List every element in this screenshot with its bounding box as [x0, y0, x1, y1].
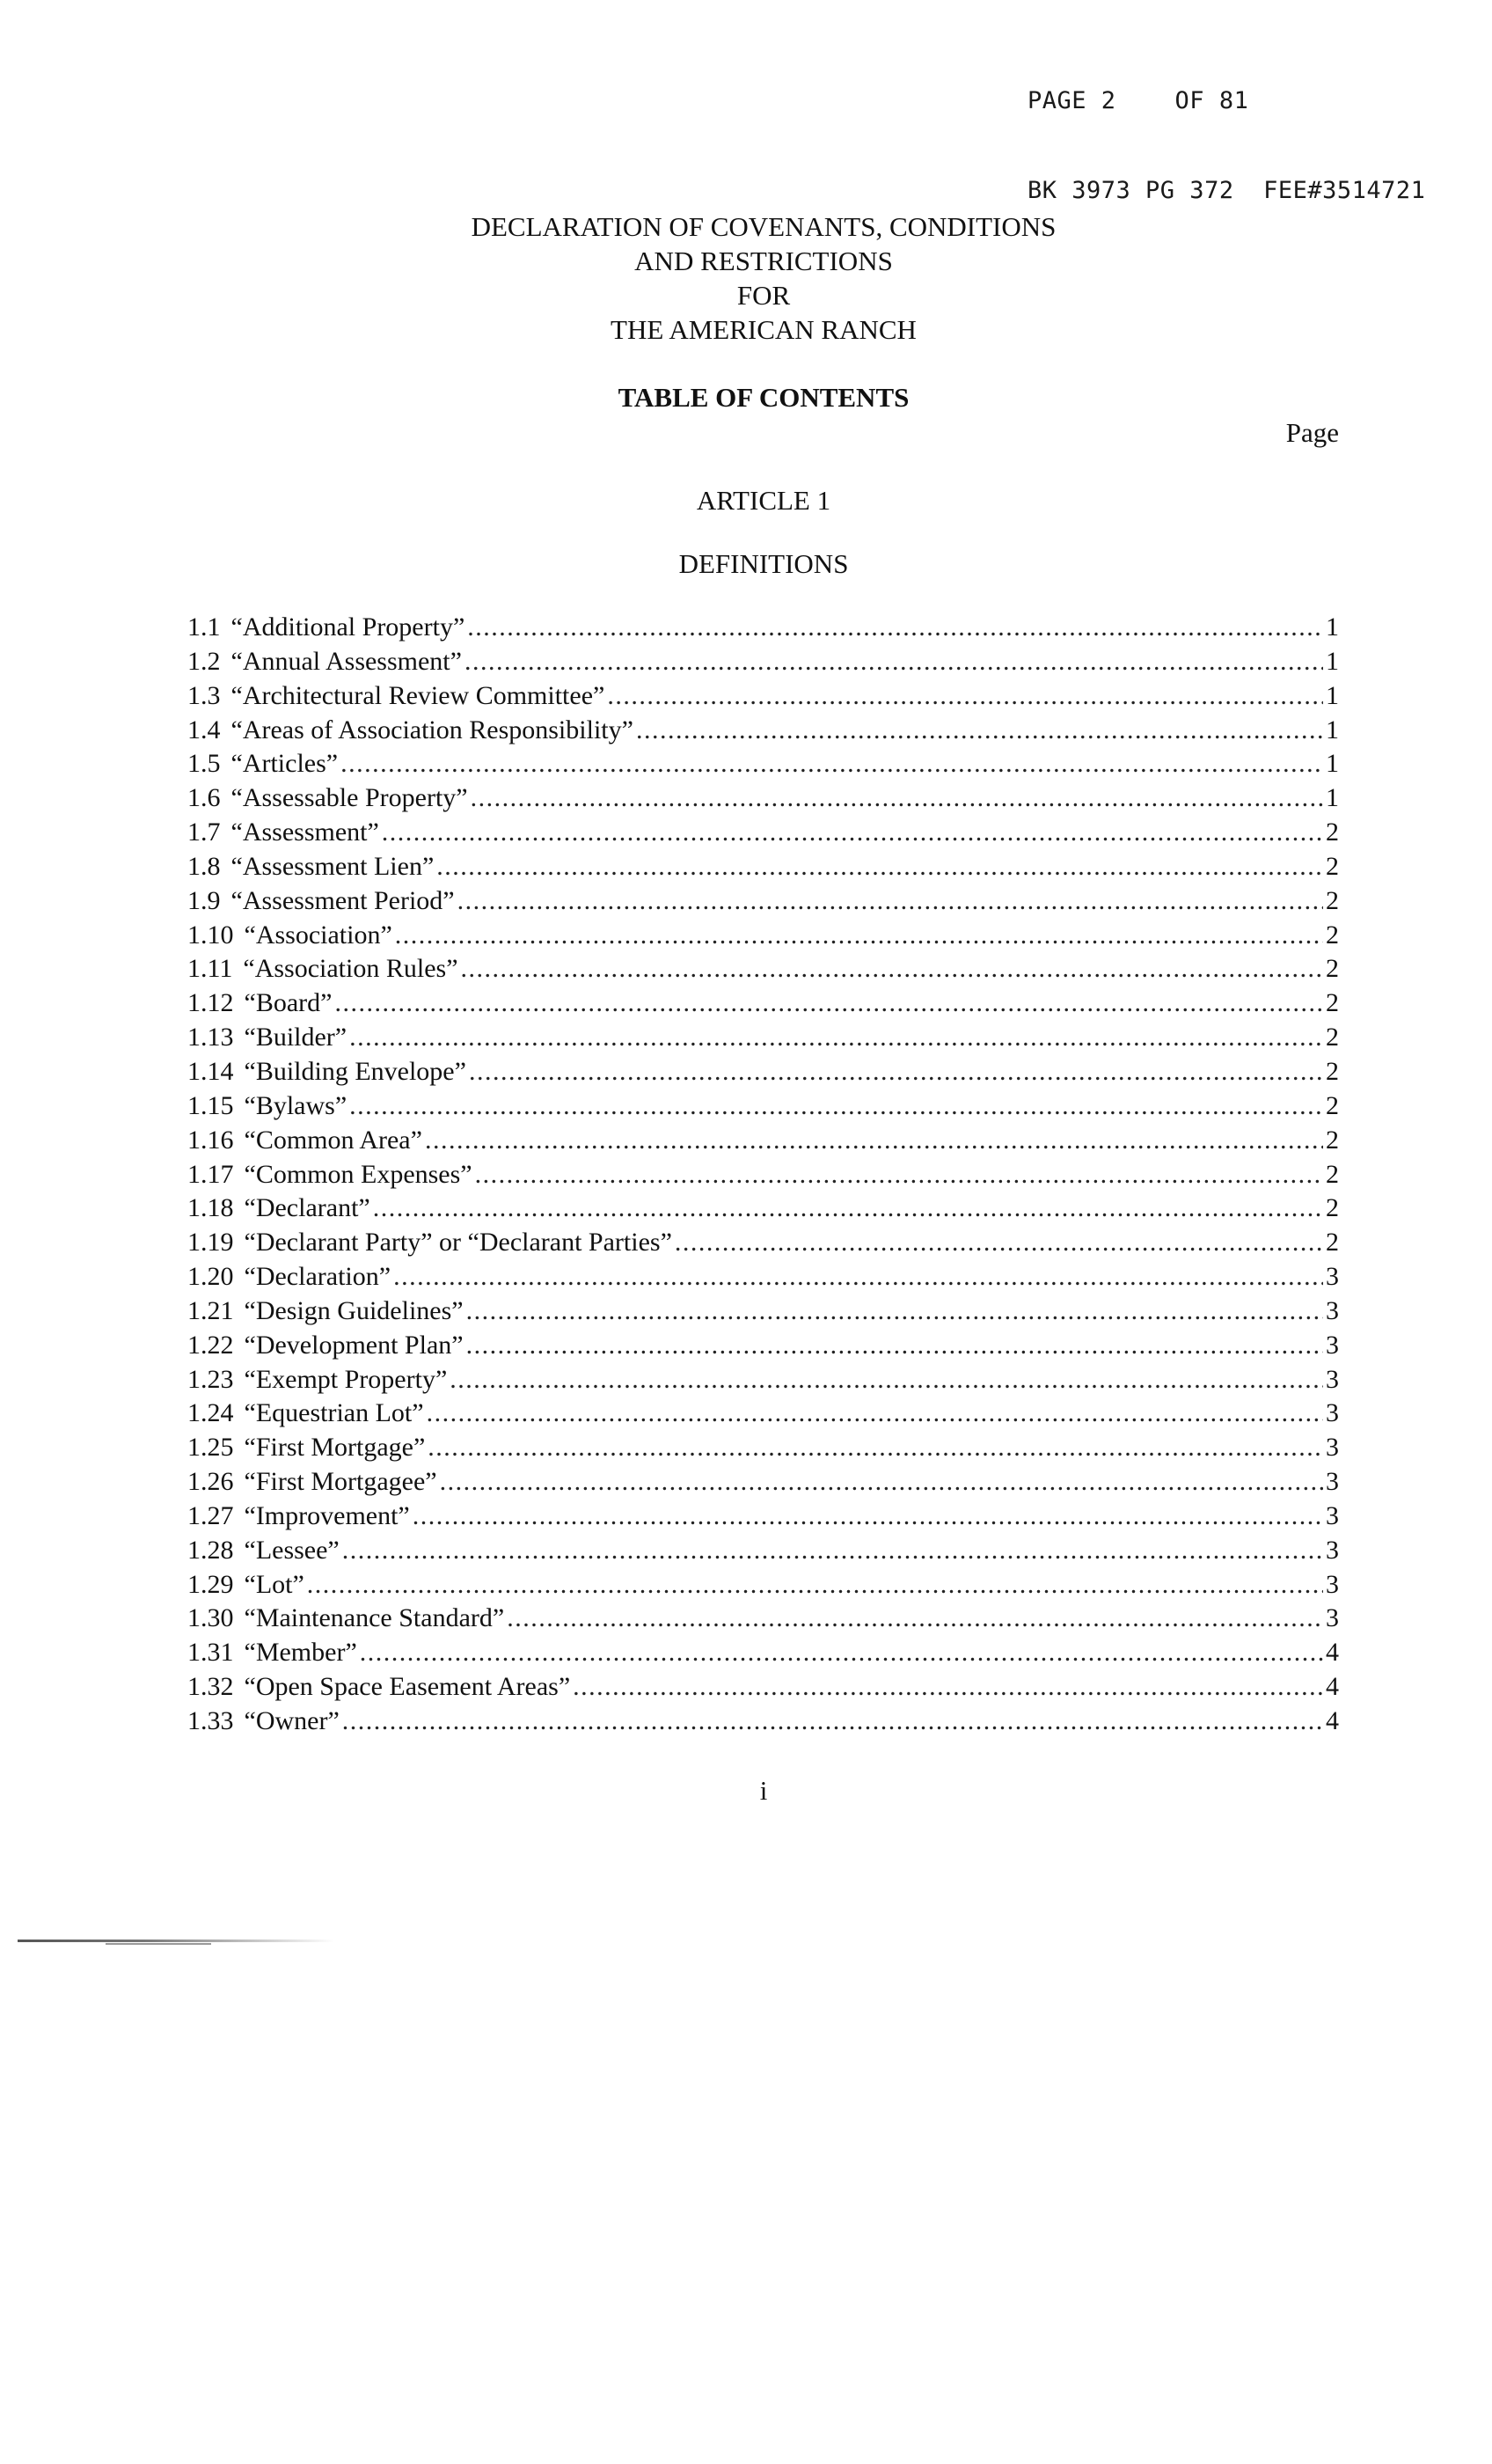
toc-entry-number: 1.7: [187, 818, 221, 847]
toc-entry-page: 2: [1326, 1228, 1339, 1258]
toc-entry-page: 1: [1326, 783, 1339, 813]
toc-entry-page: 2: [1326, 851, 1339, 881]
page-column-label: Page: [1285, 417, 1339, 448]
page-folio: i: [759, 1775, 768, 1806]
toc-entry-label: “Building Envelope”: [244, 1056, 466, 1086]
toc-dot-leader: [466, 1294, 1323, 1329]
toc-entry-page: 3: [1326, 1433, 1339, 1463]
toc-entry: [187, 884, 1339, 919]
toc-entry-label: “Board”: [244, 988, 333, 1018]
toc-entry: [187, 919, 1339, 953]
toc-dot-leader: [360, 1636, 1323, 1670]
title-line-1: DECLARATION OF COVENANTS, CONDITIONS: [471, 211, 1057, 242]
toc-entry-number: 1.1: [187, 612, 221, 642]
toc-entry-label: “Owner”: [244, 1706, 340, 1735]
toc-entry-page: 3: [1326, 1603, 1339, 1633]
toc-dot-leader: [373, 1192, 1323, 1226]
toc-entry-page: 2: [1326, 1056, 1339, 1086]
toc-entry-number: 1.16: [187, 1125, 234, 1155]
toc-entry-number: 1.25: [187, 1433, 234, 1463]
document-title: [0, 209, 1492, 347]
toc-entry-page: 2: [1326, 818, 1339, 847]
toc-entry-number: 1.11: [187, 954, 233, 984]
toc-entry-number: 1.28: [187, 1535, 234, 1565]
toc-dot-leader: [307, 1568, 1323, 1602]
toc-entry-label: “Assessment Period”: [230, 885, 455, 915]
toc-entry-number: 1.9: [187, 885, 221, 915]
toc-entry-page: 2: [1326, 1193, 1339, 1223]
toc-dot-leader: [466, 1329, 1323, 1363]
toc-entry-number: 1.20: [187, 1262, 234, 1292]
toc-dot-leader: [450, 1363, 1323, 1397]
toc-entry: [187, 816, 1339, 850]
toc-entry: [187, 1397, 1339, 1431]
toc-list: [187, 611, 1339, 1739]
toc-entry-label: “Assessment”: [230, 818, 379, 847]
toc-entry: [187, 747, 1339, 781]
toc-entry-label: “Improvement”: [244, 1500, 410, 1530]
toc-entry-number: 1.12: [187, 988, 234, 1018]
scan-artifact-line: [106, 1943, 211, 1945]
toc-entry-number: 1.8: [187, 851, 221, 881]
toc-entry-label: “Bylaws”: [244, 1090, 347, 1120]
toc-entry-page: 1: [1326, 612, 1339, 642]
toc-entry-page: 1: [1326, 646, 1339, 676]
toc-entry-label: “Association”: [244, 920, 392, 950]
toc-entry-page: 2: [1326, 988, 1339, 1018]
toc-entry: [187, 1294, 1339, 1329]
toc-entry: [187, 1670, 1339, 1705]
toc-entry-page: 3: [1326, 1569, 1339, 1599]
toc-heading: TABLE OF CONTENTS: [618, 382, 910, 413]
toc-entry-page: 1: [1326, 680, 1339, 710]
toc-entry-label: “Open Space Easement Areas”: [244, 1672, 571, 1702]
toc-entry-number: 1.24: [187, 1398, 234, 1428]
toc-entry-number: 1.32: [187, 1672, 234, 1702]
toc-dot-leader: [349, 1089, 1323, 1124]
toc-entry: [187, 611, 1339, 645]
toc-dot-leader: [427, 1397, 1323, 1431]
toc-entry: [187, 986, 1339, 1021]
toc-dot-leader: [675, 1226, 1323, 1260]
toc-entry-label: “Lot”: [244, 1569, 304, 1599]
toc-dot-leader: [457, 884, 1323, 919]
toc-entry-page: 2: [1326, 954, 1339, 984]
toc-dot-leader: [428, 1431, 1323, 1465]
toc-entry-label: “Builder”: [244, 1023, 347, 1052]
toc-entry-label: “Exempt Property”: [244, 1364, 448, 1394]
toc-entry-page: 4: [1326, 1638, 1339, 1668]
article-number: ARTICLE 1: [696, 485, 831, 516]
toc-entry-number: 1.17: [187, 1159, 234, 1189]
toc-entry-number: 1.30: [187, 1603, 234, 1633]
toc-entry-label: “Common Area”: [244, 1125, 422, 1155]
toc-entry-number: 1.29: [187, 1569, 234, 1599]
toc-dot-leader: [340, 747, 1323, 781]
toc-entry-number: 1.23: [187, 1364, 234, 1394]
toc-entry-label: “Architectural Review Committee”: [230, 680, 605, 710]
toc-dot-leader: [342, 1534, 1323, 1568]
toc-entry: [187, 1568, 1339, 1602]
toc-entry-label: “Areas of Association Responsibility”: [230, 715, 633, 744]
toc-entry-page: 3: [1326, 1330, 1339, 1360]
toc-entry-number: 1.27: [187, 1500, 234, 1530]
toc-entry: [187, 679, 1339, 714]
toc-dot-leader: [467, 611, 1323, 645]
toc-entry-number: 1.18: [187, 1193, 234, 1223]
toc-entry: [187, 714, 1339, 748]
toc-entry: [187, 952, 1339, 986]
toc-entry-label: “Articles”: [230, 749, 339, 779]
toc-entry-label: “Association Rules”: [243, 954, 458, 984]
toc-entry-page: 4: [1326, 1672, 1339, 1702]
toc-entry-number: 1.2: [187, 646, 221, 676]
toc-entry-page: 2: [1326, 1125, 1339, 1155]
toc-entry-number: 1.22: [187, 1330, 234, 1360]
toc-entry-number: 1.3: [187, 680, 221, 710]
toc-dot-leader: [471, 781, 1323, 816]
toc-entry-number: 1.31: [187, 1638, 234, 1668]
toc-dot-leader: [425, 1124, 1323, 1158]
toc-entry-number: 1.13: [187, 1023, 234, 1052]
toc-entry: [187, 1465, 1339, 1500]
toc-entry-label: “Declarant Party” or “Declarant Parties”: [244, 1228, 672, 1258]
toc-dot-leader: [573, 1670, 1323, 1705]
toc-entry: [187, 1260, 1339, 1294]
toc-entry-label: “Lessee”: [244, 1535, 340, 1565]
toc-dot-leader: [607, 679, 1323, 714]
toc-entry-number: 1.19: [187, 1228, 234, 1258]
toc-dot-leader: [393, 1260, 1323, 1294]
toc-entry-page: 3: [1326, 1398, 1339, 1428]
toc-entry-label: “Maintenance Standard”: [244, 1603, 505, 1633]
toc-entry-page: 3: [1326, 1500, 1339, 1530]
toc-dot-leader: [349, 1021, 1323, 1055]
toc-entry-number: 1.10: [187, 920, 234, 950]
toc-entry-number: 1.26: [187, 1467, 234, 1497]
toc-entry: [187, 1192, 1339, 1226]
stamp-book-page-fee: BK 3973 PG 372 FEE#3514721: [1028, 177, 1426, 204]
toc-entry: [187, 1226, 1339, 1260]
toc-entry: [187, 1534, 1339, 1568]
toc-dot-leader: [395, 919, 1323, 953]
toc-entry: [187, 1089, 1339, 1124]
toc-entry-label: “Common Expenses”: [244, 1159, 472, 1189]
toc-entry-label: “First Mortgage”: [244, 1433, 426, 1463]
toc-entry-page: 2: [1326, 885, 1339, 915]
toc-entry: [187, 1158, 1339, 1192]
toc-entry-page: 2: [1326, 1023, 1339, 1052]
toc-entry-page: 3: [1326, 1535, 1339, 1565]
article-title: DEFINITIONS: [678, 548, 849, 579]
toc-entry-number: 1.6: [187, 783, 221, 813]
toc-entry-page: 2: [1326, 1159, 1339, 1189]
toc-entry-number: 1.4: [187, 715, 221, 744]
toc-dot-leader: [382, 816, 1323, 850]
toc-entry-page: 1: [1326, 749, 1339, 779]
toc-entry: [187, 1124, 1339, 1158]
toc-entry-label: “Annual Assessment”: [230, 646, 462, 676]
title-line-3: FOR: [736, 280, 791, 311]
toc-entry-page: 1: [1326, 715, 1339, 744]
toc-entry-number: 1.15: [187, 1090, 234, 1120]
title-line-4: THE AMERICAN RANCH: [611, 314, 917, 345]
title-line-2: AND RESTRICTIONS: [634, 246, 893, 276]
toc-dot-leader: [469, 1055, 1323, 1089]
toc-entry-page: 3: [1326, 1295, 1339, 1325]
toc-dot-leader: [334, 986, 1323, 1021]
toc-entry-label: “Assessment Lien”: [230, 851, 435, 881]
recording-stamp: [1028, 26, 1425, 236]
toc-entry: [187, 645, 1339, 679]
toc-entry-number: 1.5: [187, 749, 221, 779]
toc-entry-number: 1.33: [187, 1706, 234, 1735]
toc-dot-leader: [636, 714, 1323, 748]
stamp-page-count: PAGE 2 OF 81: [1028, 87, 1249, 114]
toc-entry-page: 3: [1326, 1467, 1339, 1497]
toc-entry: [187, 850, 1339, 884]
toc-entry: [187, 1021, 1339, 1055]
toc-entry: [187, 781, 1339, 816]
toc-dot-leader: [475, 1158, 1323, 1192]
toc-entry-label: “Member”: [244, 1638, 357, 1668]
toc-dot-leader: [436, 850, 1323, 884]
toc-entry: [187, 1602, 1339, 1636]
toc-entry-label: “Equestrian Lot”: [244, 1398, 424, 1428]
toc-entry: [187, 1329, 1339, 1363]
toc-dot-leader: [507, 1602, 1323, 1636]
toc-entry-label: “Declaration”: [244, 1262, 391, 1292]
toc-entry-page: 3: [1326, 1262, 1339, 1292]
toc-entry-page: 4: [1326, 1706, 1339, 1735]
toc-dot-leader: [342, 1705, 1323, 1739]
toc-dot-leader: [413, 1500, 1323, 1534]
toc-entry-label: “Additional Property”: [230, 612, 465, 642]
toc-entry-number: 1.14: [187, 1056, 234, 1086]
toc-entry-label: “Design Guidelines”: [244, 1295, 464, 1325]
toc-entry-number: 1.21: [187, 1295, 234, 1325]
toc-entry: [187, 1500, 1339, 1534]
toc-entry: [187, 1055, 1339, 1089]
toc-entry-label: “Declarant”: [244, 1193, 370, 1223]
toc-entry: [187, 1636, 1339, 1670]
toc-dot-leader: [461, 952, 1323, 986]
toc-entry-page: 2: [1326, 920, 1339, 950]
toc-entry: [187, 1363, 1339, 1397]
toc-entry-label: “First Mortgagee”: [244, 1467, 437, 1497]
toc-entry: [187, 1431, 1339, 1465]
scan-artifact-line: [18, 1940, 334, 1942]
toc-entry-page: 3: [1326, 1364, 1339, 1394]
toc-entry-page: 2: [1326, 1090, 1339, 1120]
toc-entry-label: “Assessable Property”: [230, 783, 468, 813]
toc-entry: [187, 1705, 1339, 1739]
toc-dot-leader: [440, 1465, 1323, 1500]
toc-entry-label: “Development Plan”: [244, 1330, 464, 1360]
toc-dot-leader: [464, 645, 1323, 679]
